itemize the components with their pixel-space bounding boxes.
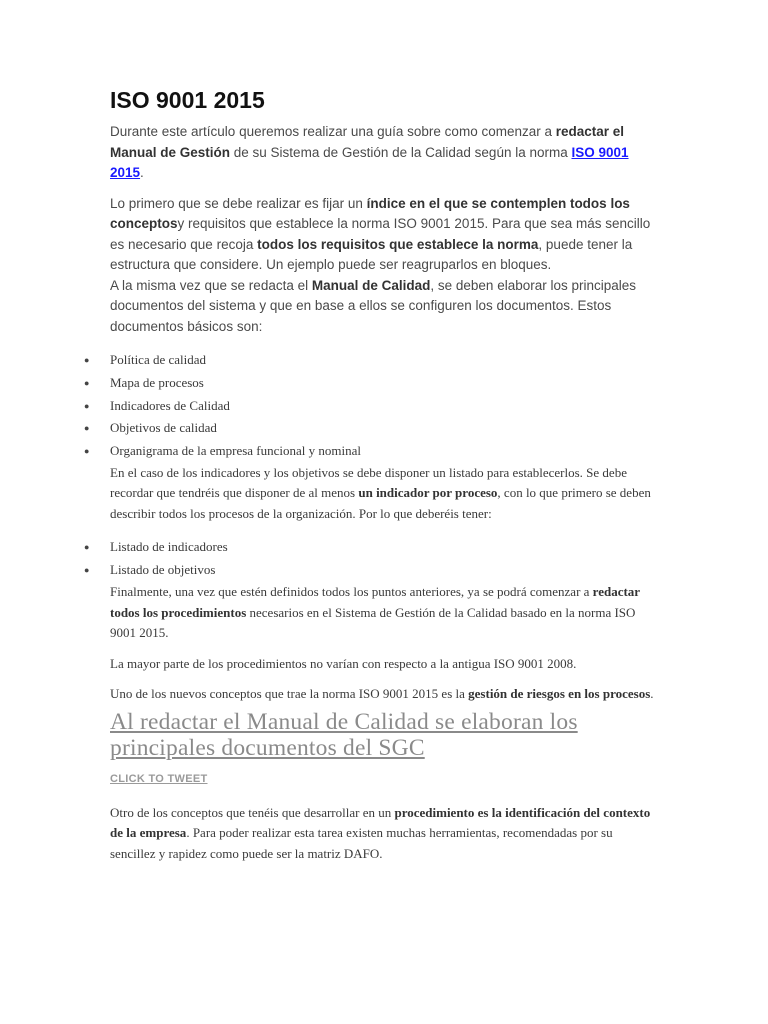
list-item-label: Mapa de procesos	[110, 374, 204, 390]
para2-text-1: Lo primero que se debe realizar es fijar un	[110, 195, 367, 211]
para8-text-2: . Para poder realizar esta tarea existen muchas herramientas, recomendadas por su sencillez y rapidez como puede ser la matriz DAFO.	[110, 825, 613, 861]
iso-9001-2015-link[interactable]: ISO 9001 2015	[110, 144, 629, 180]
para8-text-1: Otro de los conceptos que tenéis que desarrollar en un	[110, 804, 395, 820]
para4-text-2: , con lo que primero se deben describir todos los procesos de la organización. Por lo que deberéis tener:	[110, 485, 651, 521]
listings-list	[84, 536, 660, 582]
para4-bold-1: un indicador por proceso	[358, 485, 498, 501]
intro-text-3: .	[140, 165, 144, 180]
para2-bold-1: índice en el que se contemplen todos los conceptos	[110, 195, 630, 231]
list-item-label: Listado de indicadores	[110, 539, 228, 555]
list-item-label: Política de calidad	[110, 352, 207, 367]
list-item	[84, 349, 660, 372]
para5-text-2: necesarios en el Sistema de Gestión de la Calidad basado en la norma ISO 9001 2015.	[110, 604, 636, 641]
para2-text-2: y requisitos que establece la norma ISO 9001 2015. Para que sea más sencillo es necesario que recoja	[110, 216, 651, 252]
intro-text-2: de su Sistema de Gestión de la Calidad según la norma	[230, 144, 572, 160]
bullet-icon: ●	[84, 542, 90, 553]
article	[84, 86, 660, 864]
intro-paragraph	[110, 122, 660, 184]
list-item-label: Organigrama de la empresa funcional y nominal	[110, 443, 362, 459]
list-item-label: Objetivos de calidad	[110, 420, 217, 436]
list-item-label: Indicadores de Calidad	[110, 397, 230, 413]
page-title: ISO 9001 2015	[110, 87, 265, 113]
para3-bold-1: Manual de Calidad	[311, 277, 431, 293]
bullet-icon: ●	[84, 377, 90, 388]
list-item	[84, 536, 660, 559]
para8-bold-1: procedimiento es la identificación del contexto de la empresa	[110, 804, 651, 841]
intro-bold-1: redactar el Manual de Gestión	[110, 124, 625, 160]
para7-bold-1: gestión de riesgos en los procesos	[468, 686, 651, 702]
intro-text-1: Durante este artículo queremos realizar una guía sobre como comenzar a	[110, 124, 556, 139]
list-item	[84, 372, 660, 395]
para4-text-1: En el caso de los indicadores y los objetivos se debe disponer un listado para establecerlos. Se debe recordar que tendréis que disponer de al menos	[110, 464, 627, 501]
context-paragraph	[110, 803, 660, 865]
para3-text-1: A la misma vez que se redacta el	[110, 277, 312, 293]
list-item	[84, 395, 660, 418]
indicators-paragraph	[110, 463, 660, 525]
bullet-icon: ●	[84, 400, 90, 411]
basic-documents-list	[84, 349, 660, 463]
para2-bold-2: todos los requisitos que establece la norma	[257, 236, 539, 252]
list-item	[84, 417, 660, 440]
para5-text-1: Finalmente, una vez que estén definidos todos los puntos anteriores, ya se podrá comenzar a	[110, 584, 593, 600]
list-item-label: Listado de objetivos	[110, 562, 216, 578]
para3-text-2: , se deben elaborar los principales documentos del sistema y que en base a ellos se configuren los documentos. Estos documentos básicos son:	[110, 277, 637, 334]
index-paragraph	[110, 194, 660, 276]
para7-text-2: .	[650, 686, 654, 702]
click-to-tweet-link[interactable]: CLICK TO TWEET	[110, 772, 208, 785]
manual-paragraph	[110, 276, 660, 338]
procedures-note-paragraph: La mayor parte de los procedimientos no varían con respecto a la antigua ISO 9001 2008.	[110, 655, 577, 671]
para5-bold-1: redactar todos los procedimientos	[110, 584, 640, 620]
tweetable-quote[interactable]: Al redactar el Manual de Calidad se elaboran los principales documentos del SGC	[110, 708, 578, 761]
bullet-icon: ●	[84, 355, 90, 365]
para2-text-3: , puede tener la estructura que considere. Un ejemplo puede ser reagruparlos en bloques.	[110, 236, 633, 272]
bullet-icon: ●	[84, 423, 90, 434]
bullet-icon: ●	[84, 565, 90, 576]
risk-paragraph	[110, 684, 660, 705]
list-item	[84, 559, 660, 582]
bullet-icon: ●	[84, 446, 90, 457]
para7-text-1: Uno de los nuevos conceptos que trae la norma ISO 9001 2015 es la	[110, 686, 469, 702]
list-item	[84, 440, 660, 463]
procedures-paragraph	[110, 582, 660, 644]
